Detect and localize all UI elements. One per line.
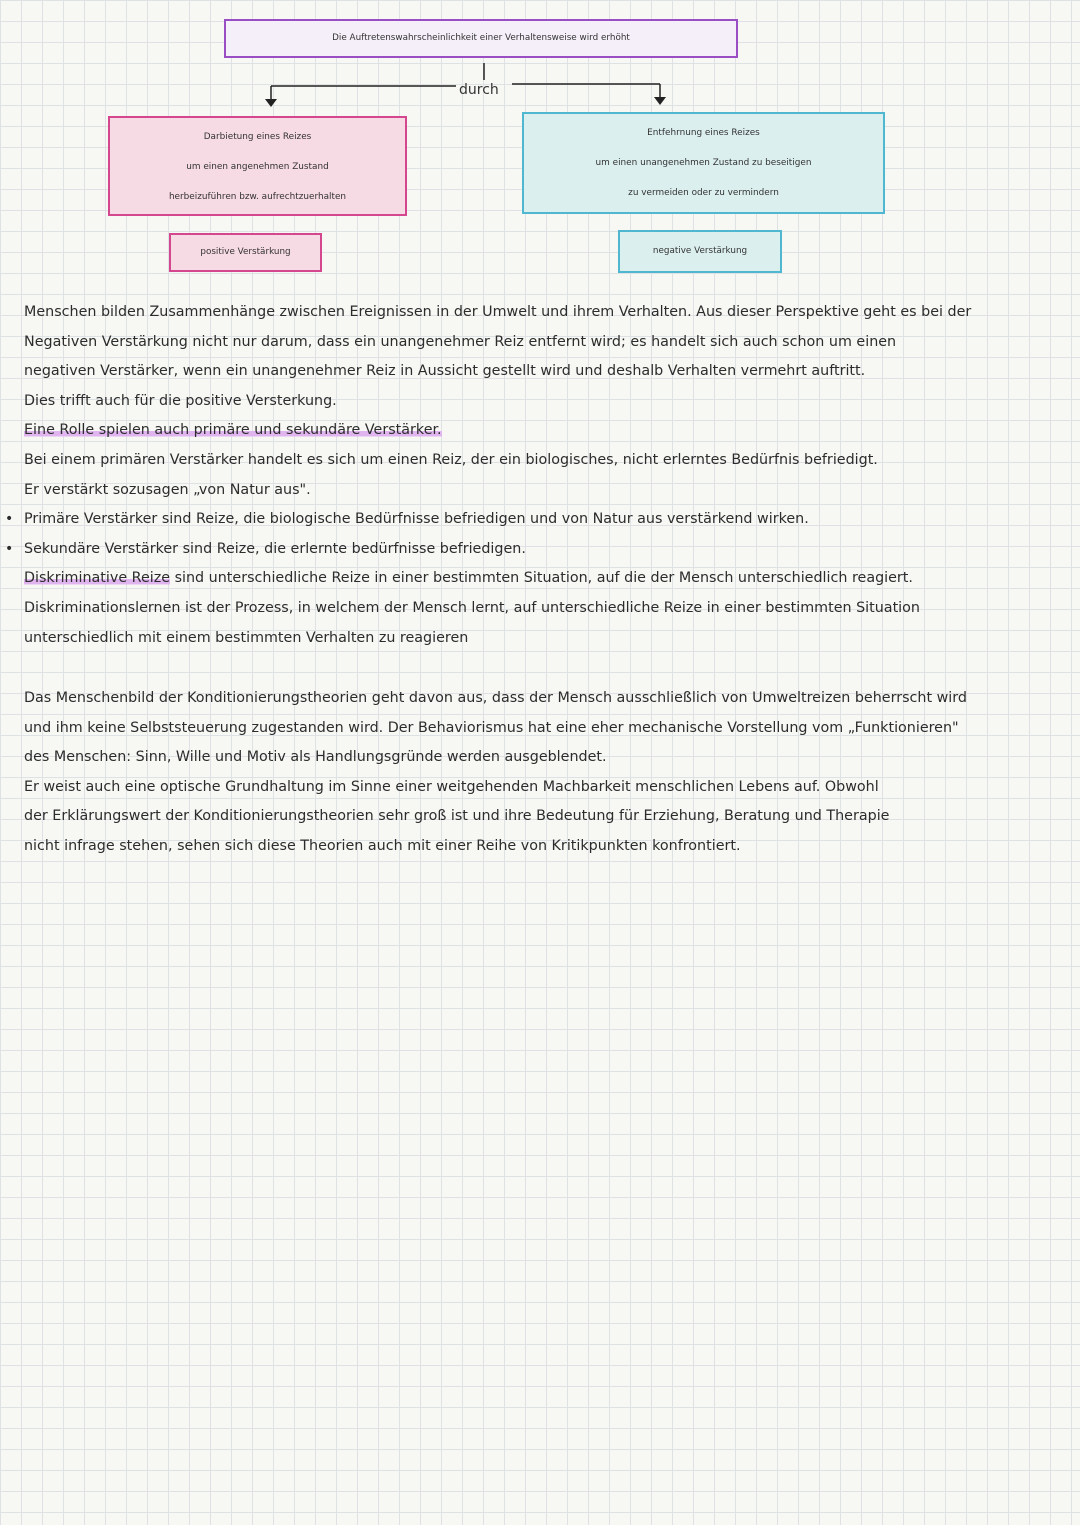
negative-reinforcement-text: negative Verstärkung	[652, 246, 748, 256]
positive-reinforcement-label	[169, 233, 322, 272]
paragraph-line: Dies trifft auch für die positive Versterkung.	[24, 392, 337, 409]
left-box-line: um einen angenehmen Zustand	[186, 162, 329, 172]
paragraph-line: nicht infrage stehen, sehen sich diese Theorien auch mit einer Reihe von Kritikpunkten konfrontiert.	[24, 837, 741, 854]
positive-reinforcement-text: positive Verstärkung	[200, 247, 291, 257]
arrow-down-left-icon	[265, 99, 277, 107]
paragraph-line: Bei einem primären Verstärker handelt es sich um einen Reiz, der ein biologisches, nicht erlerntes Bedürfnis befriedigt.	[24, 451, 878, 468]
left-cause-box	[108, 116, 407, 216]
bullet-dot-icon: •	[5, 540, 14, 557]
right-box-line: Entfehrnung eines Reizes	[647, 128, 760, 138]
paragraph-line: der Erklärungswert der Konditionierungstheorien sehr groß ist und ihre Bedeutung für Erziehung, Beratung und Therapie	[24, 808, 890, 825]
paragraph-line: unterschiedlich mit einem bestimmten Verhalten zu reagieren	[24, 629, 469, 646]
paragraph-line: negativen Verstärker, wenn ein unangenehmer Reiz in Aussicht gestellt wird und deshalb Verhalten vermehrt auftritt.	[24, 363, 866, 380]
paragraph-line: Negativen Verstärkung nicht nur darum, dass ein unangenehmer Reiz entfernt wird; es handelt sich auch schon um einen	[24, 333, 897, 350]
bullet-text: Sekundäre Verstärker sind Reize, die erlernte bedürfnisse befriedigen.	[24, 540, 526, 557]
bullet-item	[5, 505, 1064, 535]
notes-paragraphs	[5, 298, 1064, 653]
negative-reinforcement-label	[618, 230, 782, 273]
paragraph-line: und ihm keine Selbststeuerung zugestanden wird. Der Behaviorismus hat eine eher mechanische Vorstellung vom „Funktionieren"	[24, 719, 959, 736]
highlight-line	[24, 416, 1064, 446]
left-box-line: herbeizuführen bzw. aufrechtzuerhalten	[168, 192, 347, 202]
highlighted-text: Eine Rolle spielen auch primäre und sekundäre Verstärker.	[24, 422, 442, 439]
highlighted-term: Diskriminative Reize	[24, 570, 171, 587]
right-box-line: zu vermeiden oder zu vermindern	[628, 188, 779, 198]
term-definition: sind unterschiedliche Reize in einer bestimmten Situation, auf die der Mensch unterschiedlich reagiert.	[170, 570, 913, 587]
paragraph-line	[24, 564, 1064, 594]
diagram-connector	[0, 0, 1080, 120]
bullet-dot-icon: •	[5, 511, 14, 528]
diagram-title: Die Auftretenswahrscheinlichkeit einer Verhaltensweise wird erhöht	[332, 33, 630, 43]
paragraph-line: Menschen bilden Zusammenhänge zwischen Ereignissen in der Umwelt und ihrem Verhalten. Aus dieser Perspektive geht es bei der	[24, 304, 972, 320]
paragraph-line: Das Menschenbild der Konditionierungstheorien geht davon aus, dass der Mensch ausschließlich von Umweltreizen beherrscht wird	[24, 690, 967, 706]
connector-label: durch	[459, 82, 499, 98]
notes-paragraphs-2	[24, 684, 1064, 862]
paragraph-line: Er weist auch eine optische Grundhaltung im Sinne einer weitgehenden Machbarkeit menschlichen Lebens auf. Obwohl	[24, 778, 879, 795]
left-box-line: Darbietung eines Reizes	[203, 132, 312, 142]
right-box-line: um einen unangenehmen Zustand zu beseitigen	[595, 158, 812, 168]
bullet-item	[5, 535, 1064, 565]
arrow-down-right-icon	[654, 97, 666, 105]
bullet-text: Primäre Verstärker sind Reize, die biologische Bedürfnisse befriedigen und von Natur aus verstärkend wirken.	[24, 511, 809, 528]
paragraph-line: Er verstärkt sozusagen „von Natur aus".	[24, 481, 311, 498]
paragraph-line: Diskriminationslernen ist der Prozess, in welchem der Mensch lernt, auf unterschiedliche Reize in einer bestimmten Situation	[24, 599, 920, 616]
right-cause-box	[522, 112, 885, 214]
paragraph-line: des Menschen: Sinn, Wille und Motiv als Handlungsgründe werden ausgeblendet.	[24, 749, 607, 766]
